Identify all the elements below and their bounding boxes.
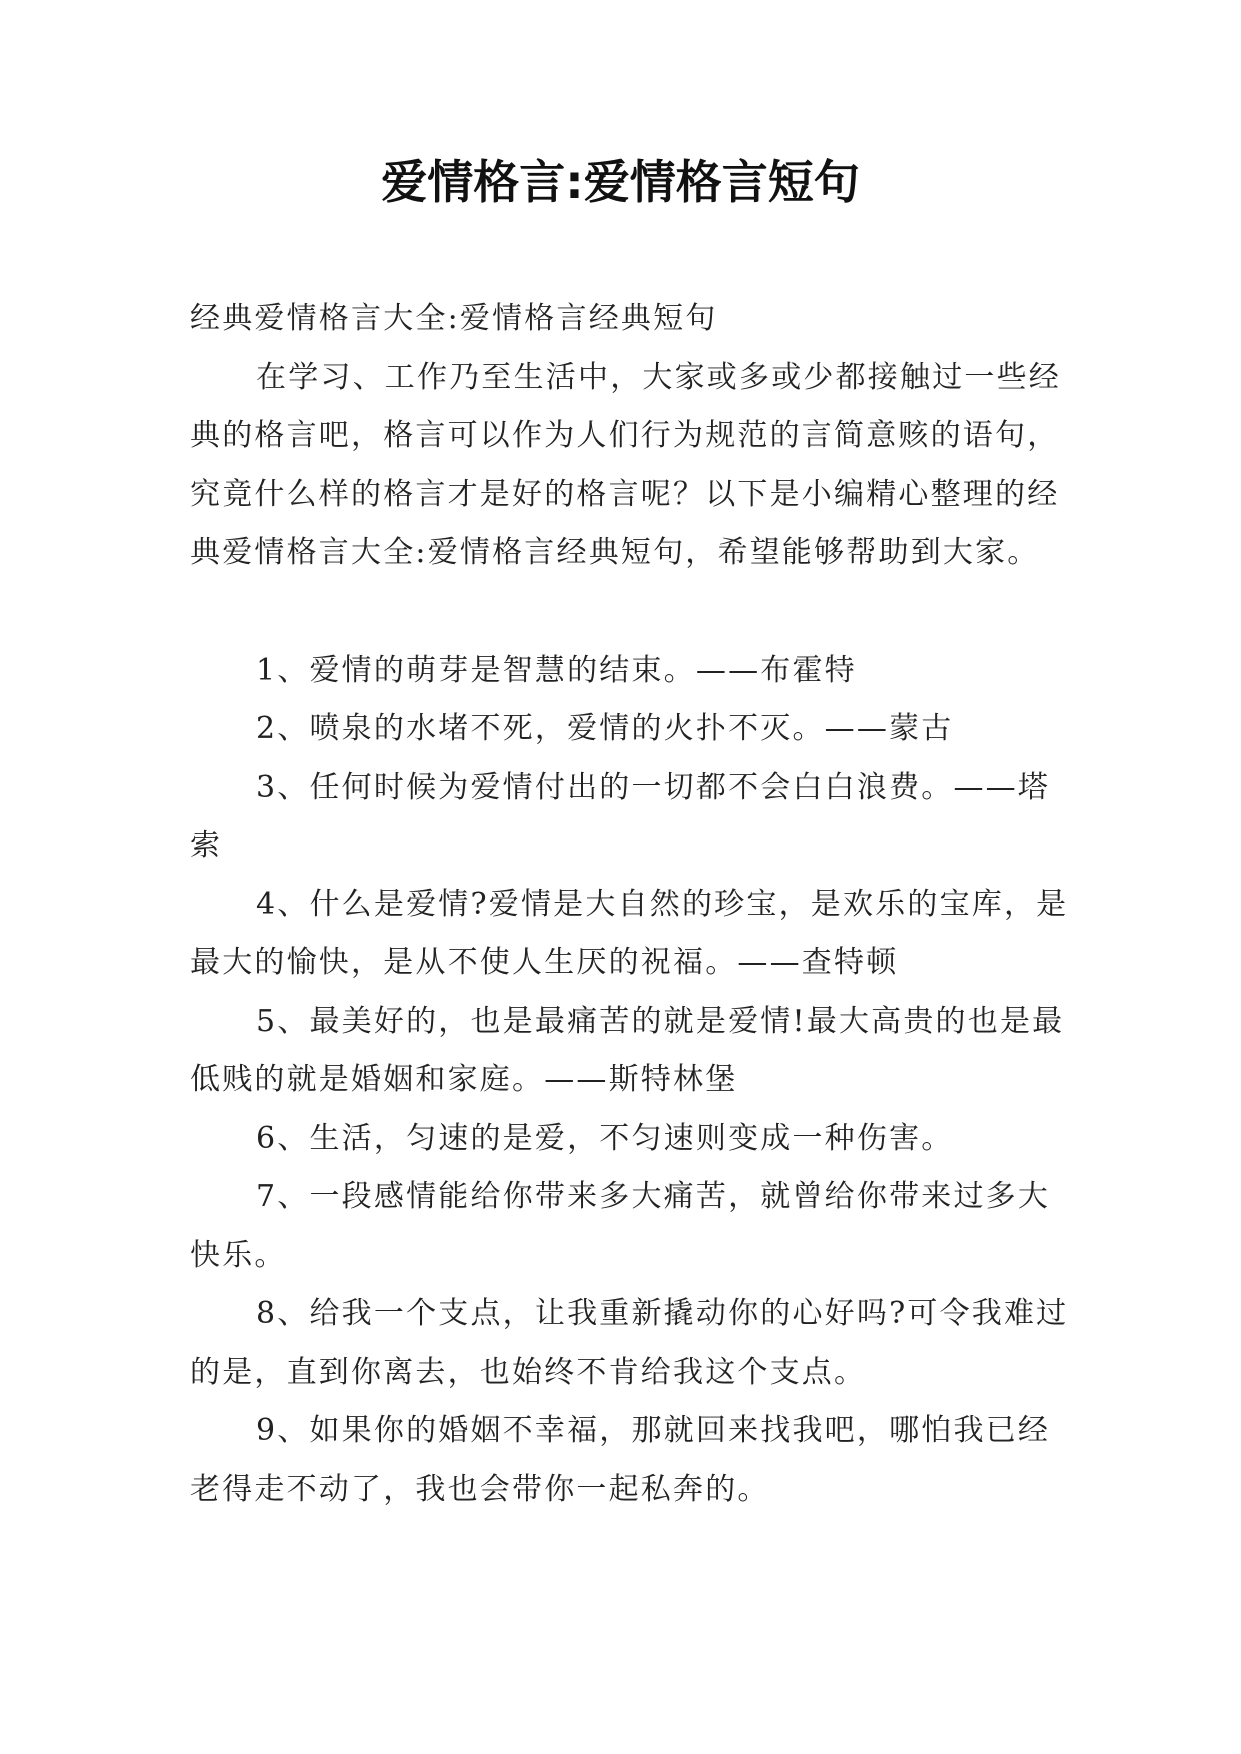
document-body [190,290,1070,1519]
quote-item: 9、如果你的婚姻不幸福，那就回来找我吧，哪怕我已经老得走不动了，我也会带你一起私奔的。 [190,1413,1051,1507]
document-subtitle: 经典爱情格言大全:爱情格言经典短句 [190,301,718,336]
quote-item: 3、任何时候为爱情付出的一切都不会白白浪费。——塔索 [190,769,1051,863]
quote-item: 4、什么是爱情?爱情是大自然的珍宝，是欢乐的宝库，是最大的愉快，是从不使人生厌的祝福。——查特顿 [190,886,1069,980]
quote-item: 8、给我一个支点，让我重新撬动你的心好吗?可令我难过的是，直到你离去，也始终不肯给我这个支点。 [190,1296,1069,1390]
quote-item: 7、一段感情能给你带来多大痛苦，就曾给你带来过多大快乐。 [190,1179,1051,1273]
document-title: 爱情格言:爱情格言短句 [381,155,860,209]
quote-item: 2、喷泉的水堵不死，爱情的火扑不灭。——蒙古 [256,711,954,746]
quote-item: 6、生活，匀速的是爱，不匀速则变成一种伤害。 [256,1120,954,1156]
quote-item: 1、爱情的萌芽是智慧的结束。——布霍特 [256,652,857,688]
intro-paragraph: 在学习、工作乃至生活中，大家或多或少都接触过一些经典的格言吧，格言可以作为人们行为规范的言简意赅的语句，究竟什么样的格言才是好的格言呢？以下是小编精心整理的经典爱情格言大全:爱情格言经典短句，希望能够帮助到大家。 [190,359,1061,570]
quote-item: 5、最美好的，也是最痛苦的就是爱情!最大高贵的也是最低贱的就是婚姻和家庭。——斯特林堡 [190,1003,1065,1097]
paragraph-spacer [190,583,1070,642]
